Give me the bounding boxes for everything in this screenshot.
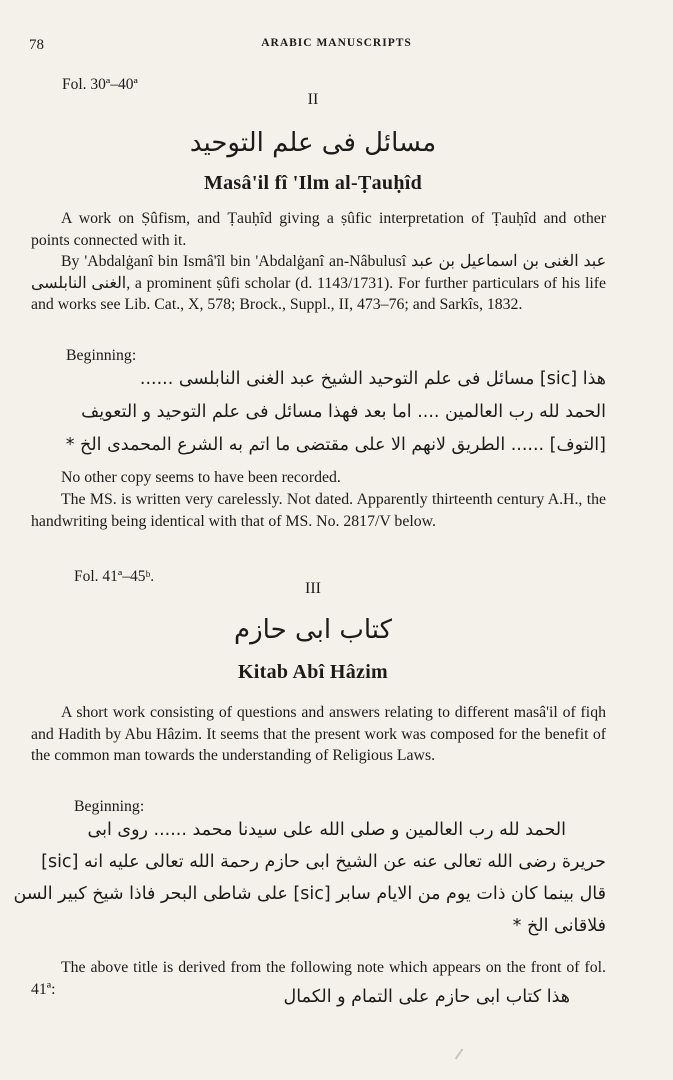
arabic-incipit-line: قال بينما كان ذات يوم من الايام سابر [sic] على شاطى البحر فاذا شيخ كبير السن (13, 884, 606, 904)
arabic-incipit-line: الحمد لله رب العالمين .... اما بعد فهذا مسائل فى علم التوحيد و التعويف (81, 402, 606, 422)
running-title: ARABIC MANUSCRIPTS (261, 37, 412, 49)
page-number: 78 (29, 37, 44, 53)
arabic-title: مسائل فى علم التوحيد (189, 128, 437, 158)
arabic-incipit-line: حريرة رضى الله تعالى عنه عن الشيخ ابى حازم رحمة الله تعالى عليه انه [sic] (41, 852, 606, 872)
arabic-incipit-line: [التوف] ...... الطريق لانهم الا على مقتضى ما اتم به الشرع المحمدى الخ * (65, 435, 606, 455)
arabic-title: كتاب ابى حازم (234, 615, 392, 645)
note-paragraph: The above title is derived from the following note which appears on the front of fol. 41ª: (31, 959, 606, 998)
beginning-label: Beginning: (74, 798, 145, 815)
arabic-incipit-line: هذا [sic] مسائل فى علم التوحيد الشيخ عبد الغنى النابلسى ...... (139, 369, 606, 389)
section-title: Kitab Abî Hâzim (237, 661, 389, 683)
description-paragraph: A short work consisting of questions and answers relating to different masâ'il of fiqh and Hadith by Abu Hâzim. It seems that the present work was composed for the benefit of the common man towards the understanding of Religious Laws. (31, 704, 606, 764)
beginning-label: Beginning: (66, 347, 137, 364)
arabic-note: هذا كتاب ابى حازم على التمام و الكمال (283, 987, 570, 1007)
folio-reference: Fol. 30ª–40ª (62, 76, 138, 93)
section-title: Masâ'il fî 'Ilm al-Ṭauḥîd (203, 172, 423, 194)
date-paragraph: The MS. is written very carelessly. Not dated. Apparently thirteenth century A.H., the handwriting being identical with that of MS. No. 2817/V below. (31, 491, 606, 530)
section-number: III (305, 580, 321, 597)
paper-mark (455, 1049, 464, 1060)
note-paragraph: No other copy seems to have been recorded. (61, 469, 341, 486)
author-paragraph: By 'Abdalġanî bin Ismâ'îl bin 'Abdalġanî an-Nâbulusî عبد الغنى بن اسماعيل بن عبد الغنى النابلسى, a prominent ṣûfi scholar (d. 1143/1731). For further particulars of his life and works see Lib. Cat., X, 578; Brock., Suppl., II, 473–76; and Sarkîs, 1832. (31, 253, 606, 313)
arabic-incipit-line: فلاقانى الخ * (512, 916, 606, 936)
arabic-incipit-line: الحمد لله رب العالمين و صلى الله على سيدنا محمد ...... روى ابى (87, 820, 566, 840)
folio-reference: Fol. 41ª–45ᵇ. (74, 568, 155, 585)
description-paragraph: A work on Ṣûfism, and Ṭauḥîd giving a ṣûfic interpretation of Ṭauḥîd and other points connected with it. (31, 210, 606, 249)
section-number: II (307, 91, 319, 108)
